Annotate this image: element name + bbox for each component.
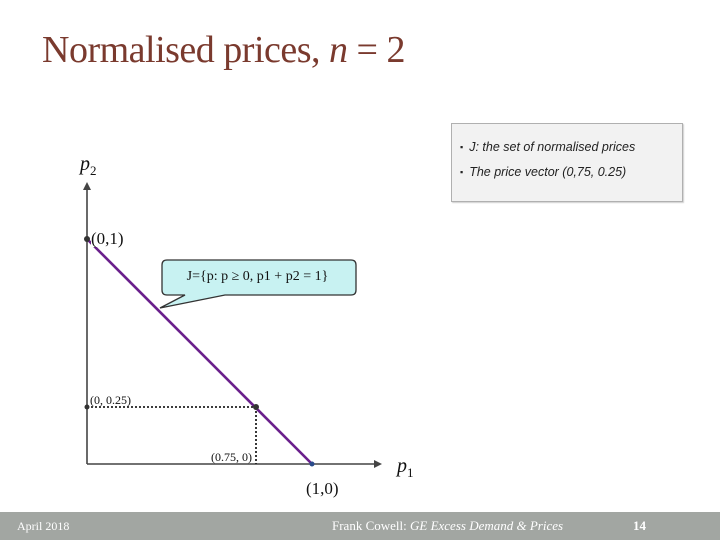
point-y-intercept <box>84 236 90 242</box>
y-axis-var: p <box>80 153 90 175</box>
legend-item-text: The price vector (0,75, 0.25) <box>469 165 627 179</box>
footer-credit <box>332 518 563 534</box>
x-axis-label <box>397 455 414 481</box>
x-axis-subscript: 1 <box>407 465 414 480</box>
label-y-coordinate: (0, 0.25) <box>90 393 131 407</box>
y-axis-subscript: 2 <box>90 163 97 178</box>
label-x-intercept: (1,0) <box>306 479 339 498</box>
point-price-vector <box>253 404 259 410</box>
x-axis-var: p <box>397 455 407 477</box>
label-price-vector: (0.75, 0) <box>211 450 252 464</box>
point-x-intercept <box>310 462 315 467</box>
legend-item-text: J: the set of normalised prices <box>469 140 636 154</box>
footer-author: Frank Cowell: <box>332 518 410 533</box>
footer-page-number: 14 <box>633 518 646 533</box>
slide-title-variable: n <box>329 29 348 71</box>
footer-date: April 2018 <box>17 519 70 533</box>
legend-item <box>460 165 674 179</box>
slide-title-rest: = 2 <box>347 29 405 71</box>
legend-box <box>451 123 683 202</box>
callout-label: J={p: p ≥ 0, p1 + p2 = 1} <box>186 269 329 284</box>
y-axis-label <box>80 153 97 179</box>
legend-item <box>460 140 674 154</box>
bullet-icon: ▪ <box>460 142 464 152</box>
label-y-intercept: (0,1) <box>91 229 124 248</box>
footer-work-title: GE Excess Demand & Prices <box>410 518 564 533</box>
footer-bar <box>0 512 720 540</box>
point-y-coordinate <box>85 405 90 410</box>
slide-title-main: Normalised prices, <box>42 29 330 71</box>
bullet-icon: ▪ <box>460 167 464 177</box>
